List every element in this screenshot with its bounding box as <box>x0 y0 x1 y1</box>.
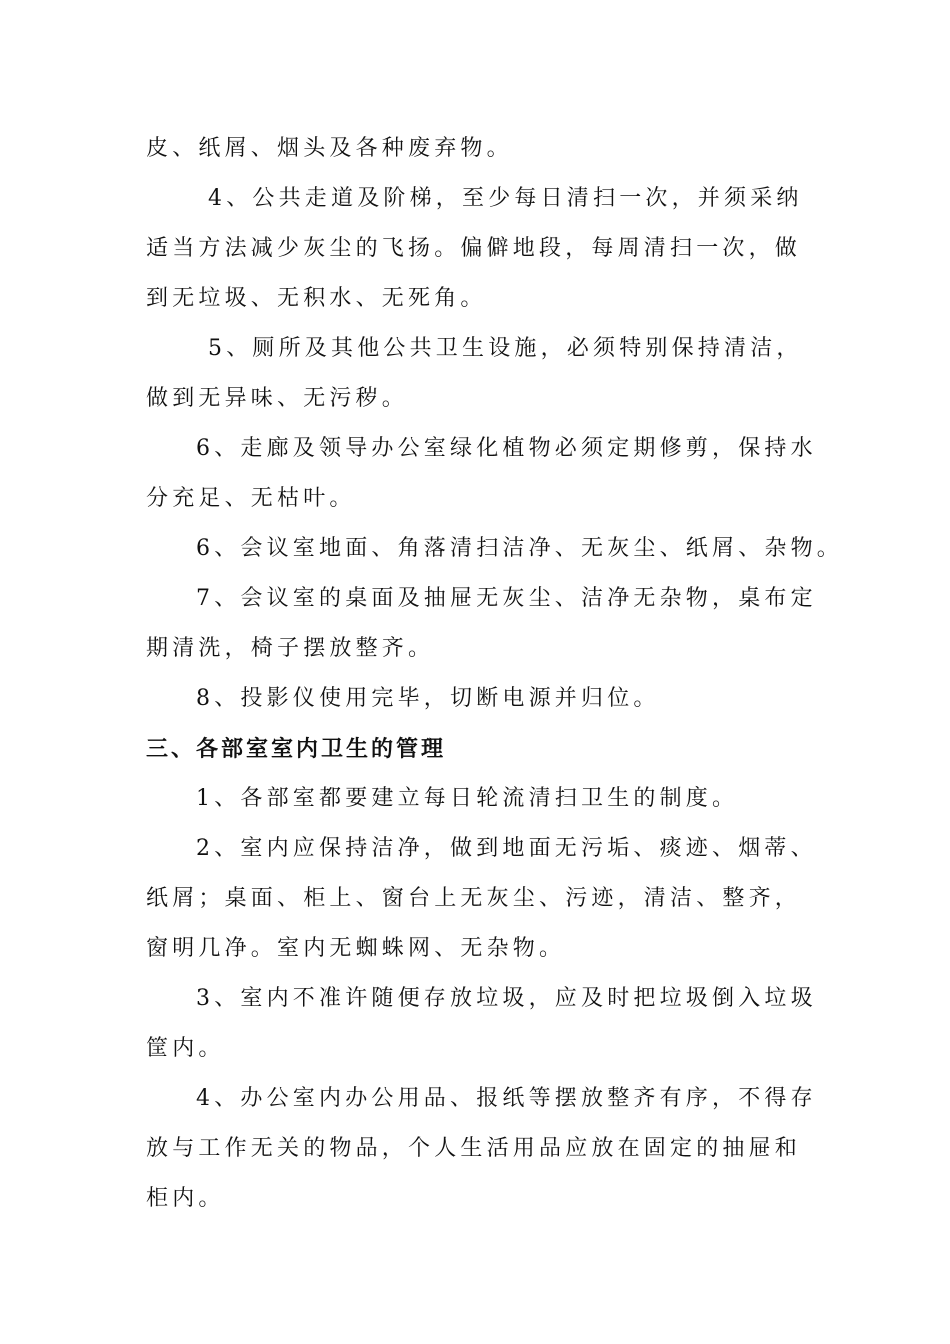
item-5-line-2: 做到无异味、无污秽。 <box>146 386 409 411</box>
item-4-line-3: 到无垃圾、无积水、无死角。 <box>146 286 487 311</box>
section3-item-3-line-2: 筐内。 <box>146 1036 225 1061</box>
section3-item-4-line-1: 4、办公室内办公用品、报纸等摆放整齐有序，不得存 <box>196 1086 817 1111</box>
item-6a-line-1: 6、走廊及领导办公室绿化植物必须定期修剪，保持水 <box>196 436 817 461</box>
text-line-1: 皮、纸屑、烟头及各种废弃物。 <box>146 136 513 161</box>
section3-item-3-line-1: 3、室内不准许随便存放垃圾，应及时把垃圾倒入垃圾 <box>196 986 817 1011</box>
section3-item-4-line-2: 放与工作无关的物品，个人生活用品应放在固定的抽屉和 <box>146 1136 802 1161</box>
section3-item-2-line-2: 纸屑；桌面、柜上、窗台上无灰尘、污迹，清洁、整齐， <box>146 886 802 911</box>
item-8-line-1: 8、投影仪使用完毕，切断电源并归位。 <box>196 686 660 711</box>
section3-item-4-line-3: 柜内。 <box>146 1186 225 1211</box>
item-4-line-1: 4、公共走道及阶梯，至少每日清扫一次，并须采纳 <box>208 186 803 211</box>
section3-item-2-line-1: 2、室内应保持洁净，做到地面无污垢、痰迹、烟蒂、 <box>196 836 817 861</box>
section-heading-3: 三、各部室室内卫生的管理 <box>146 736 447 762</box>
item-6a-line-2: 分充足、无枯叶。 <box>146 486 356 511</box>
item-4-line-2: 适当方法减少灰尘的飞扬。偏僻地段，每周清扫一次，做 <box>146 236 802 261</box>
item-7-line-2: 期清洗，椅子摆放整齐。 <box>146 636 435 661</box>
section3-item-2-line-3: 窗明几净。室内无蜘蛛网、无杂物。 <box>146 936 566 961</box>
item-6b-line-1: 6、会议室地面、角落清扫洁净、无灰尘、纸屑、杂物。 <box>196 536 843 561</box>
document-body <box>146 124 843 1224</box>
section3-item-1-line-1: 1、各部室都要建立每日轮流清扫卫生的制度。 <box>196 786 739 811</box>
item-7-line-1: 7、会议室的桌面及抽屉无灰尘、洁净无杂物，桌布定 <box>196 586 817 611</box>
item-5-line-1: 5、厕所及其他公共卫生设施，必须特别保持清洁， <box>208 336 803 361</box>
